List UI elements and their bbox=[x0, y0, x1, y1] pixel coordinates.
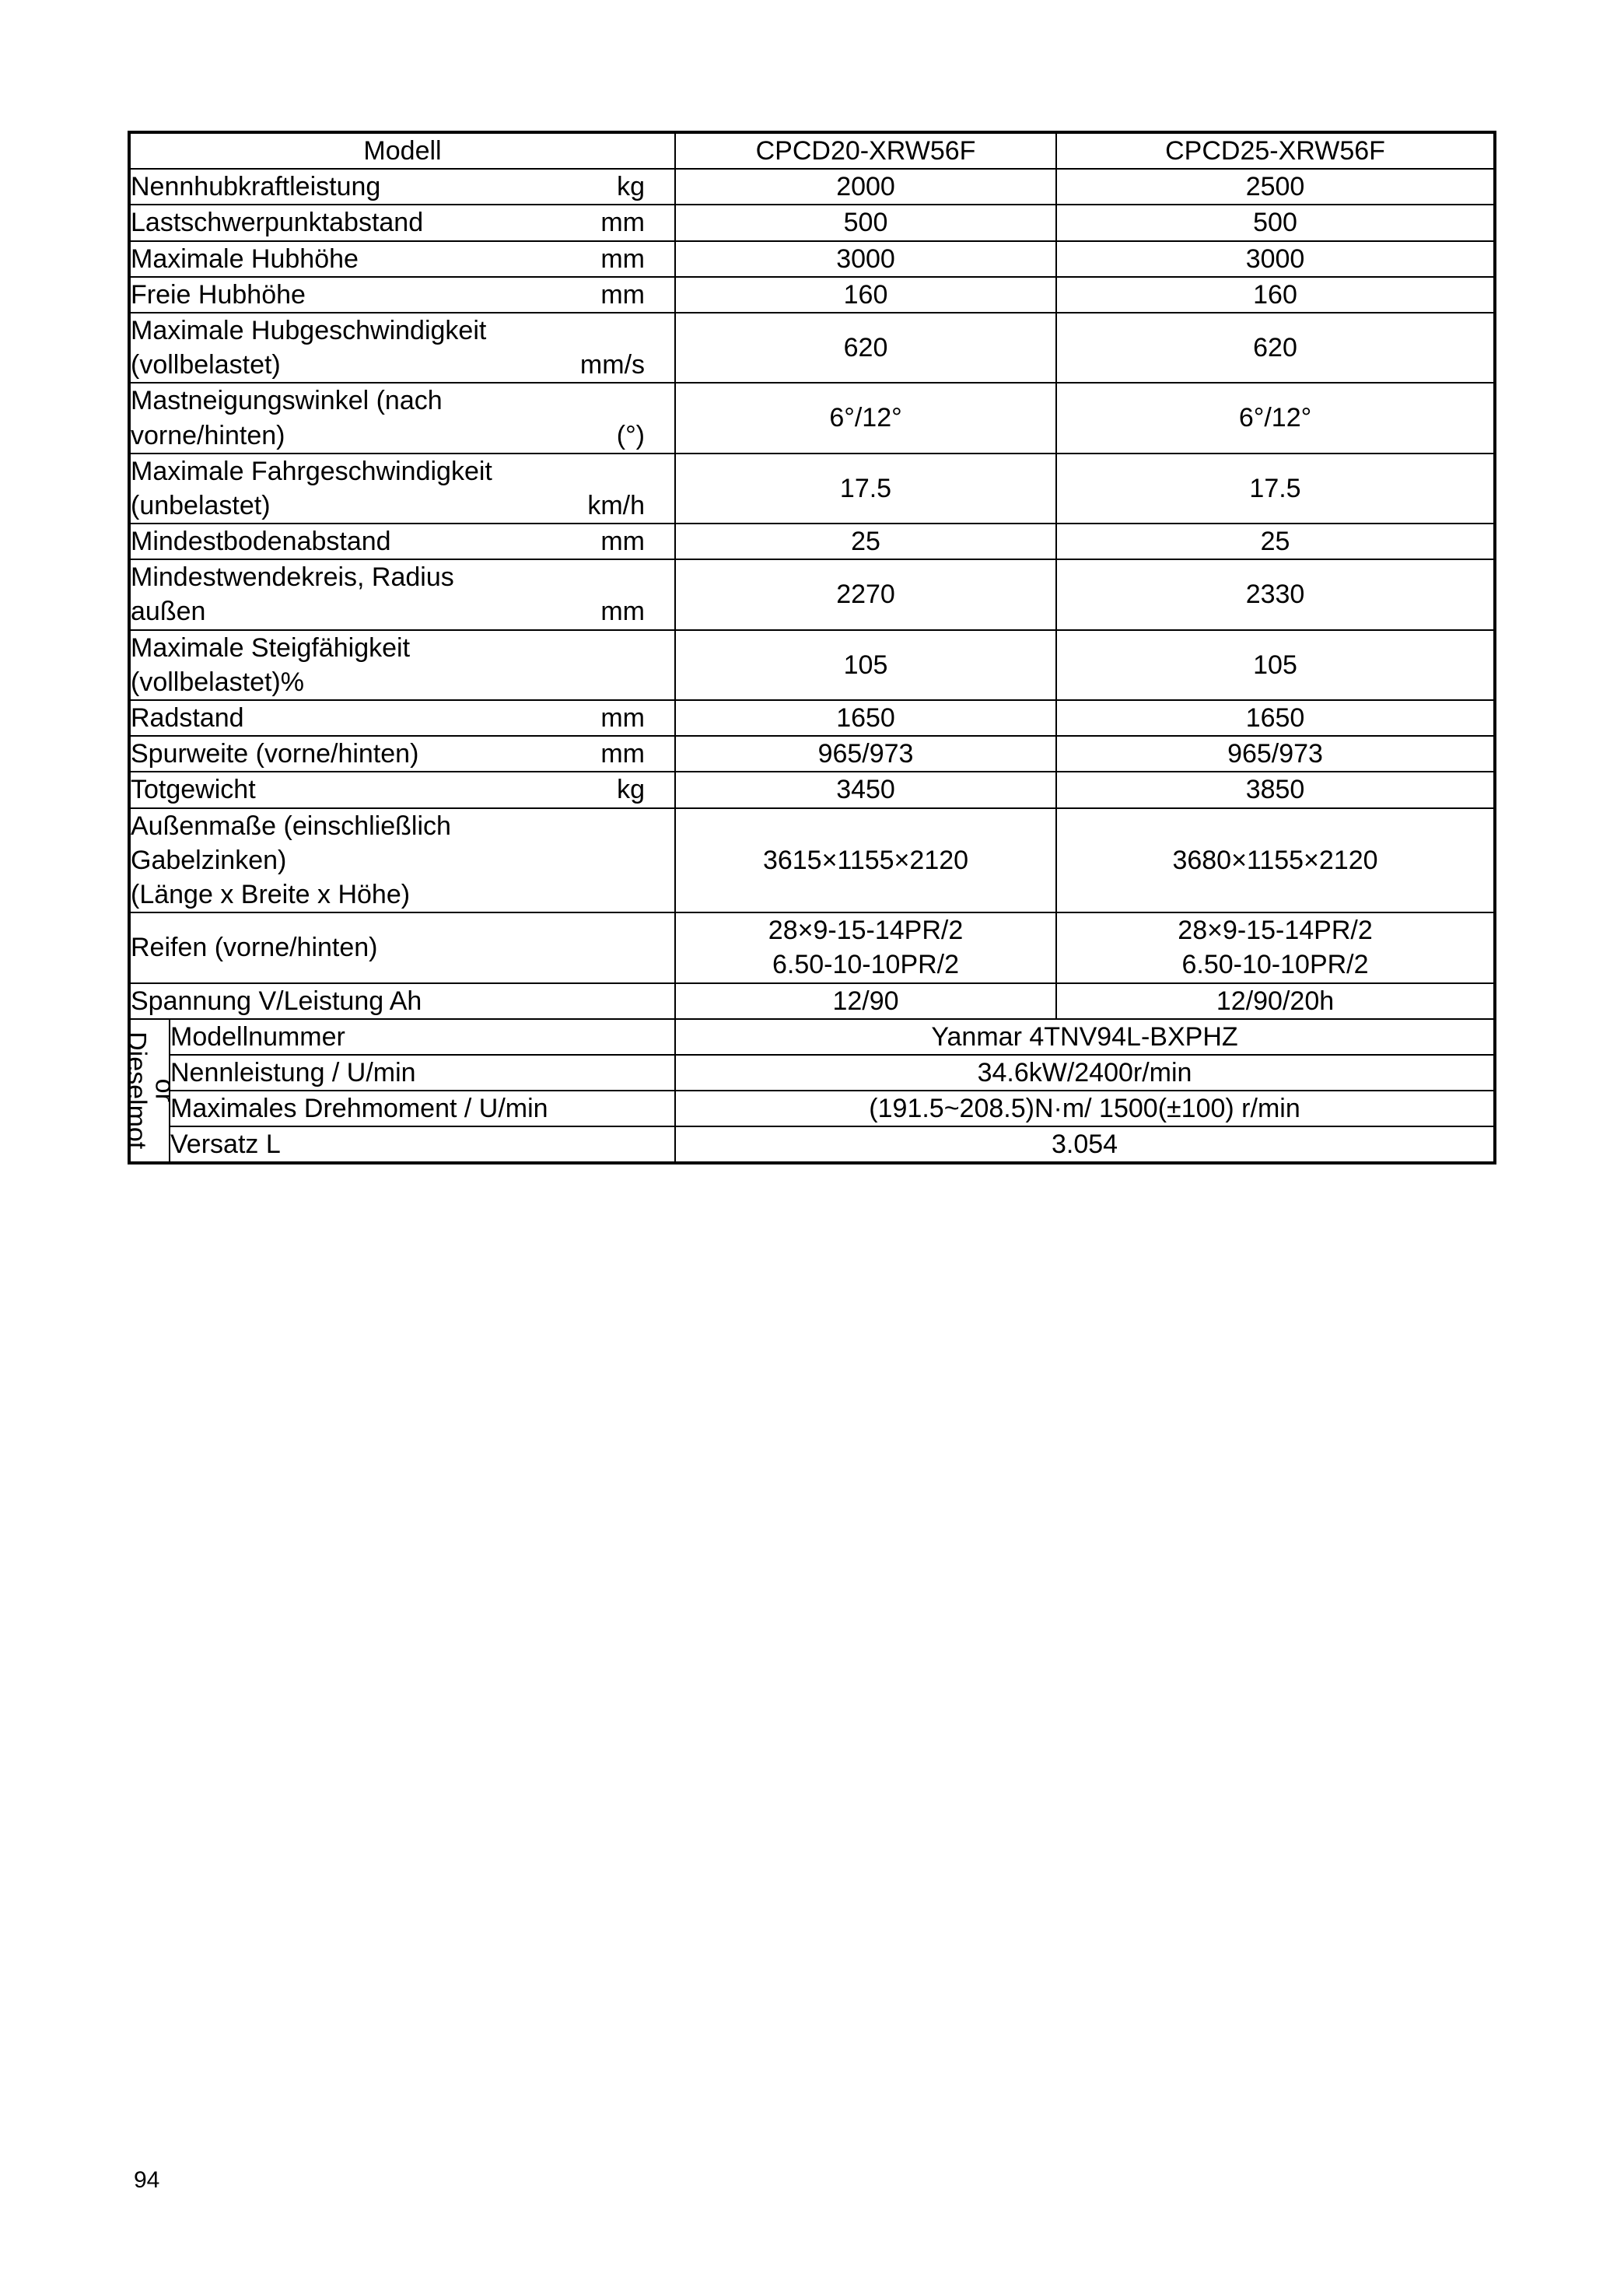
row-value-model-1: 620 bbox=[675, 313, 1056, 383]
tire-rear-value-model-2: 6.50-10-10PR/2 bbox=[1181, 950, 1369, 980]
row-value-model-1: 17.5 bbox=[675, 454, 1056, 524]
engine-row-value: 34.6kW/2400r/min bbox=[675, 1055, 1495, 1091]
row-label: Mindestbodenabstand mm bbox=[129, 524, 675, 559]
row-value-model-2: 105 bbox=[1056, 630, 1495, 700]
row-value-model-1: 3450 bbox=[675, 772, 1056, 807]
table-row bbox=[129, 736, 1495, 772]
row-value-model-1: 12/90 bbox=[675, 983, 1056, 1019]
row-value-model-2 bbox=[1056, 912, 1495, 982]
row-label: Lastschwerpunktabstand mm bbox=[129, 205, 675, 240]
row-value-model-1: 2000 bbox=[675, 169, 1056, 205]
engine-row-label: Versatz L bbox=[170, 1126, 675, 1163]
row-value-model-1: 105 bbox=[675, 630, 1056, 700]
table-row bbox=[129, 524, 1495, 559]
row-value-model-2: 3850 bbox=[1056, 772, 1495, 807]
engine-row-value: Yanmar 4TNV94L-BXPHZ bbox=[675, 1019, 1495, 1055]
row-label: Freie Hubhöhe mm bbox=[129, 277, 675, 313]
tire-front-value-model-2: 28×9-15-14PR/2 bbox=[1178, 916, 1373, 946]
engine-row-label bbox=[170, 1091, 675, 1126]
row-value-model-2: 2500 bbox=[1056, 169, 1495, 205]
engine-row-label-line-1: Maximales Drehmoment / bbox=[170, 1094, 472, 1124]
table-row bbox=[129, 630, 1495, 700]
row-label: Mastneigungswinkel (nach vorne/hinten) (°) bbox=[129, 383, 675, 453]
table-row bbox=[129, 454, 1495, 524]
vertical-label-wrapper bbox=[121, 1020, 180, 1162]
row-label: Maximale Hubgeschwindigkeit (vollbelastet) mm/s bbox=[129, 313, 675, 383]
engine-group-vertical-label bbox=[121, 1019, 180, 1164]
table-header-row bbox=[129, 132, 1495, 169]
row-value-model-2: 17.5 bbox=[1056, 454, 1495, 524]
engine-row-rated-power bbox=[129, 1055, 1495, 1091]
engine-row-model-number bbox=[129, 1019, 1495, 1055]
row-value-model-1: 25 bbox=[675, 524, 1056, 559]
table-row bbox=[129, 983, 1495, 1019]
table-row bbox=[129, 169, 1495, 205]
engine-row-displacement bbox=[129, 1126, 1495, 1163]
specification-table bbox=[121, 131, 1496, 1165]
row-value-model-2: 3000 bbox=[1056, 241, 1495, 277]
tire-rear-value-model-1: 6.50-10-10PR/2 bbox=[772, 950, 960, 980]
row-label: Reifen (vorne/hinten) bbox=[129, 912, 675, 982]
row-label: Außenmaße (einschließlich Gabelzinken) (Länge x Breite x Höhe) bbox=[129, 808, 675, 913]
table-row bbox=[129, 912, 1495, 982]
table-row bbox=[129, 808, 1495, 913]
row-value-model-2: 3680×1155×2120 bbox=[1056, 808, 1495, 913]
row-value-model-2: 12/90/20h bbox=[1056, 983, 1495, 1019]
row-label: Nennhubkraftleistung kg bbox=[129, 169, 675, 205]
row-value-model-2: 620 bbox=[1056, 313, 1495, 383]
row-label: Spannung V/Leistung Ah bbox=[129, 983, 675, 1019]
row-label: Maximale Steigfähigkeit (vollbelastet)% bbox=[129, 630, 675, 700]
row-value-model-1: 3000 bbox=[675, 241, 1056, 277]
engine-row-value: (191.5~208.5)N·m/ 1500(±100) r/min bbox=[675, 1091, 1495, 1126]
page-number: 94 bbox=[134, 2167, 160, 2193]
table-row bbox=[129, 241, 1495, 277]
row-label: Spurweite (vorne/hinten) mm bbox=[129, 736, 675, 772]
row-value-model-2: 1650 bbox=[1056, 700, 1495, 736]
vertical-label-text bbox=[121, 1031, 180, 1150]
engine-row-value: 3.054 bbox=[675, 1126, 1495, 1163]
row-value-model-2: 160 bbox=[1056, 277, 1495, 313]
row-value-model-1: 500 bbox=[675, 205, 1056, 240]
row-value-model-2: 965/973 bbox=[1056, 736, 1495, 772]
row-value-model-1: 1650 bbox=[675, 700, 1056, 736]
engine-row-label: Modellnummer bbox=[170, 1019, 675, 1055]
row-label: Radstand mm bbox=[129, 700, 675, 736]
row-label: Totgewicht kg bbox=[129, 772, 675, 807]
row-value-model-1: 965/973 bbox=[675, 736, 1056, 772]
row-value-model-1: 160 bbox=[675, 277, 1056, 313]
row-label: Mindestwendekreis, Radius außen mm bbox=[129, 559, 675, 629]
row-value-model-1: 2270 bbox=[675, 559, 1056, 629]
row-value-model-2: 500 bbox=[1056, 205, 1495, 240]
tire-front-value-model-1: 28×9-15-14PR/2 bbox=[768, 916, 964, 946]
row-value-model-1: 3615×1155×2120 bbox=[675, 808, 1056, 913]
row-value-model-2: 6°/12° bbox=[1056, 383, 1495, 453]
row-label: Maximale Fahrgeschwindigkeit (unbelastet) km/h bbox=[129, 454, 675, 524]
header-model-label: Modell bbox=[129, 132, 675, 169]
engine-row-max-torque bbox=[129, 1091, 1495, 1126]
table-row bbox=[129, 205, 1495, 240]
table-row bbox=[129, 700, 1495, 736]
row-label: Maximale Hubhöhe mm bbox=[129, 241, 675, 277]
row-value-model-2: 2330 bbox=[1056, 559, 1495, 629]
vertical-label-line-2: Dieselmot bbox=[121, 1031, 152, 1150]
row-value-model-2: 25 bbox=[1056, 524, 1495, 559]
table-row bbox=[129, 559, 1495, 629]
header-model-2: CPCD25-XRW56F bbox=[1056, 132, 1495, 169]
row-value-model-1: 6°/12° bbox=[675, 383, 1056, 453]
engine-row-label: Nennleistung / U/min bbox=[170, 1055, 675, 1091]
engine-row-label-line-2: U/min bbox=[478, 1094, 548, 1124]
table-row bbox=[129, 383, 1495, 453]
table-row bbox=[129, 772, 1495, 807]
table-row bbox=[129, 313, 1495, 383]
header-model-1: CPCD20-XRW56F bbox=[675, 132, 1056, 169]
vertical-label-line-1: or bbox=[149, 1078, 180, 1103]
table-row bbox=[129, 277, 1495, 313]
row-value-model-1 bbox=[675, 912, 1056, 982]
